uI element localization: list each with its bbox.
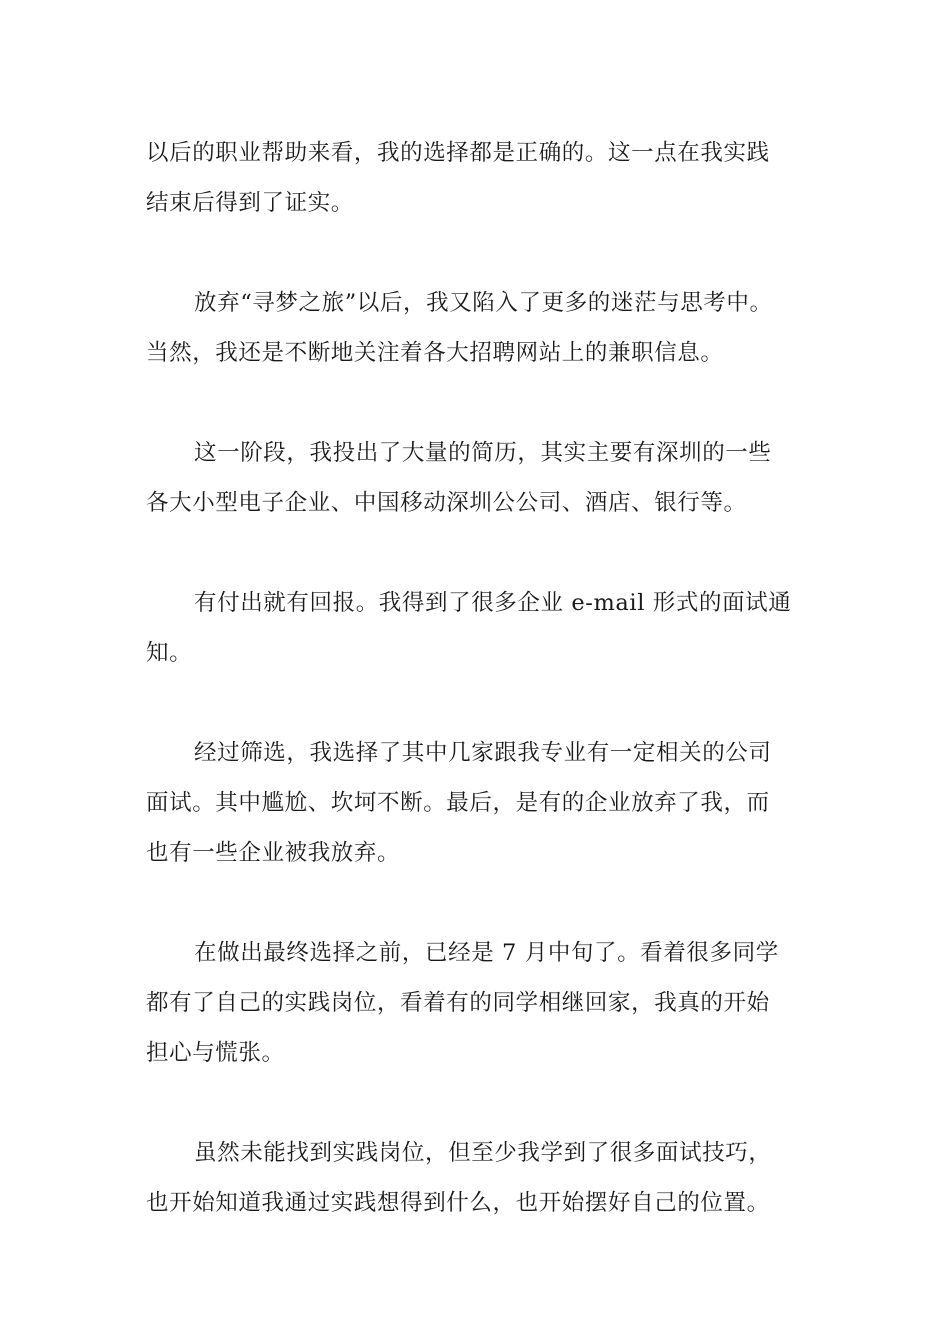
paragraph-6 (146, 928, 816, 1078)
paragraph-line: 担心与慌张。 (146, 1040, 285, 1066)
document-body (146, 128, 816, 1278)
paragraph-line: 也开始知道我通过实践想得到什么，也开始摆好自己的位置。 (146, 1190, 770, 1216)
paragraph-line: 面试。其中尴尬、坎坷不断。最后，是有的企业放弃了我，而 (146, 790, 770, 816)
paragraph-line: 有付出就有回报。我得到了很多企业 e-mail 形式的面试通 (194, 590, 792, 616)
paragraph-2 (146, 278, 816, 378)
paragraph-line: 这一阶段，我投出了大量的简历，其实主要有深圳的一些 (194, 440, 772, 466)
paragraph-line: 在做出最终选择之前，已经是 7 月中旬了。看着很多同学 (194, 940, 779, 966)
paragraph-line: 经过筛选，我选择了其中几家跟我专业有一定相关的公司 (194, 740, 772, 766)
paragraph-line: 当然，我还是不断地关注着各大招聘网站上的兼职信息。 (146, 340, 724, 366)
paragraph-line: 放弃“寻梦之旅”以后，我又陷入了更多的迷茫与思考中。 (194, 290, 773, 316)
paragraph-4 (146, 578, 816, 678)
paragraph-line: 结束后得到了证实。 (146, 190, 354, 216)
paragraph-line: 都有了自己的实践岗位，看着有的同学相继回家，我真的开始 (146, 990, 770, 1016)
paragraph-3 (146, 428, 816, 528)
paragraph-line: 知。 (146, 640, 193, 666)
paragraph-line: 各大小型电子企业、中国移动深圳公公司、酒店、银行等。 (146, 490, 747, 516)
paragraph-line: 虽然未能找到实践岗位，但至少我学到了很多面试技巧， (194, 1140, 772, 1166)
paragraph-line: 也有一些企业被我放弃。 (146, 840, 401, 866)
paragraph-5 (146, 728, 816, 878)
paragraph-1 (146, 128, 816, 228)
paragraph-7 (146, 1128, 816, 1228)
paragraph-line: 以后的职业帮助来看，我的选择都是正确的。这一点在我实践 (146, 140, 770, 166)
